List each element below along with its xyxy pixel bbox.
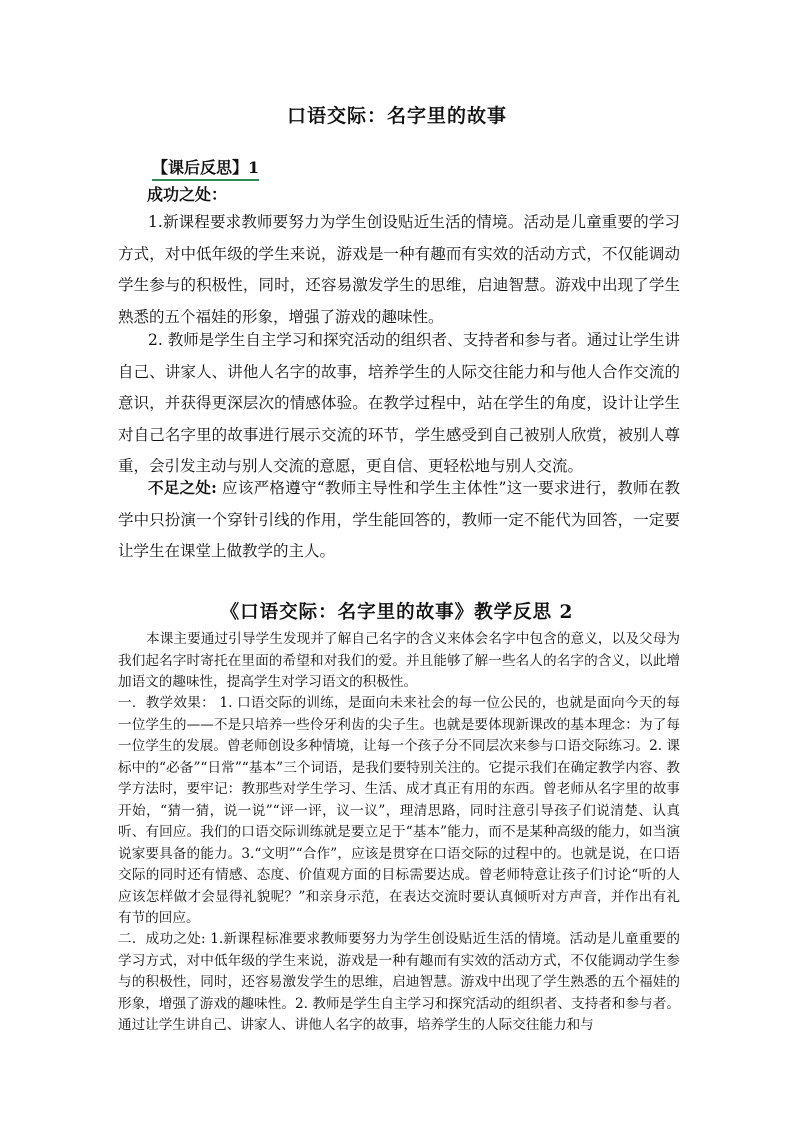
paragraph-shortcoming xyxy=(118,472,680,568)
success-heading: 成功之处： xyxy=(147,185,228,204)
intro-paragraph: 本课主要通过引导学生发现并了解自己名字的含义来体会名字中包含的意义，以及父母为我们起名字时寄托在里面的希望和对我们的爱。并且能够了解一些名人的名字的含义，以此增加语文的趣味性，提高学生对学习语文的积极性。 xyxy=(118,631,680,690)
page-title: 口语交际：名字里的故事 xyxy=(286,105,507,127)
shortcoming-label: 不足之处: xyxy=(148,478,217,497)
paragraph-success-2: 2. 教师是学生自主学习和探究活动的组织者、支持者和参与者。通过让学生讲自己、讲家人、讲他人名字的故事，培养学生的人际交往能力和与他人合作交流的意识，并获得更深层次的情感体验。在教学过程中，站在学生的角度，设计让学生对自己名字里的故事进行展示交流的环节，学生感受到自己被别人欣赏，被别人尊重，会引发主动与别人交流的意愿，更自信、更轻松地与别人交流。 xyxy=(118,331,680,475)
success-paragraph-2: 二．成功之处: 1.新课程标准要求教师要努力为学生创设贴近生活的情境。活动是儿童重要的学习方式，对中低年级的学生来说，游戏是一种有趣而有实效的活动方式，不仅能调动学生参与的积极性，同时，还容易激发学生的思维，启迪智慧。游戏中出现了学生熟悉的五个福娃的形象，增强了游戏的趣味性。2. 教师是学生自主学习和探究活动的组织者、支持者和参与者。通过让学生讲自己、讲家人、讲他人名字的故事，培养学生的人际交往能力和与 xyxy=(118,931,680,1033)
shortcoming-text: 应该严格遵守“教师主导性和学生主体性”这一要求进行，教师在教学中只扮演一个穿针引线的作用，学生能回答的，教师一定不能代为回答，一定要让学生在课堂上做教学的主人。 xyxy=(118,479,680,560)
effect-paragraph: 一．教学效果： 1. 口语交际的训练，是面向未来社会的每一位公民的，也就是面向今天的每一位学生的——不是只培养一些伶牙利齿的尖子生。也就是要体现新课改的基本理念：为了每一位学生的发展。曾老师创设多种情境，让每一个孩子分不同层次来参与口语交际练习。2. 课标中的“必备”“日常”“基本”三个词语，是我们要特别关注的。它提示我们在确定教学内容、教学方法时，要牢记：教那些对学生学习、生活、成才真正有用的东西。曾老师从名字里的故事开始，“猜一猜，说一说”“评一评，议一议”，理清思路，同时注意引导孩子们说清楚、认真听、有回应。我们的口语交际训练就是要立足于“基本”能力，而不是某种高级的能力，如当演说家要具备的能力。3.“文明”“合作”，应该是贯穿在口语交际的过程中的。也就是说，在口语交际的同时还有情感、态度、价值观方面的目标需要达成。曾老师特意让孩子们讨论“听的人应该怎样做才会显得礼貌呢？”和亲身示范，在表达交流时要认真倾听对方声音，并作出有礼有节的回应。 xyxy=(118,695,680,926)
paragraph-success-1: 1.新课程要求教师要努力为学生创设贴近生活的情境。活动是儿童重要的学习方式，对中低年级的学生来说，游戏是一种有趣而有实效的活动方式，不仅能调动学生参与的积极性，同时，还容易激发学生的思维，启迪智慧。游戏中出现了学生熟悉的五个福娃的形象，增强了游戏的趣味性。 xyxy=(118,213,680,326)
reflection-tag: 【课后反思】1 xyxy=(152,155,259,181)
section-title-2: 《口语交际：名字里的故事》教学反思 2 xyxy=(220,602,574,623)
